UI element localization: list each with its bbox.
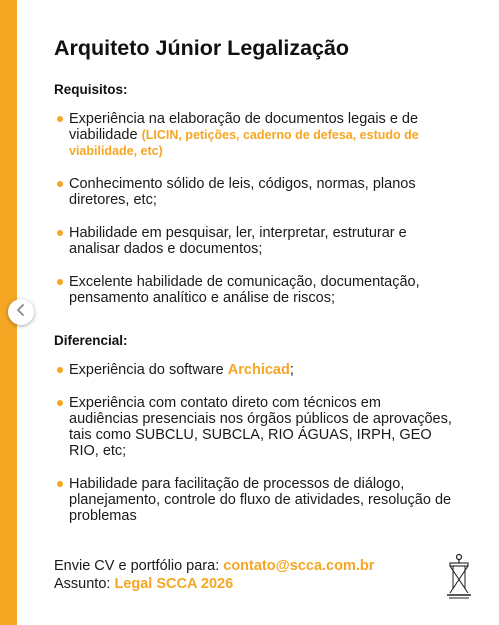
- carousel-prev-button[interactable]: [8, 299, 34, 325]
- cv-line: Envie CV e portfólio para: contato@scca.com.br: [54, 558, 375, 574]
- scca-logo-icon: [445, 553, 473, 601]
- differential-list: [54, 362, 454, 524]
- chevron-left-icon: [16, 303, 26, 321]
- list-item: Excelente habilidade de comunicação, documentação, pensamento analítico e análise de riscos;: [54, 274, 454, 306]
- requirements-list: [54, 111, 454, 306]
- requirements-heading: Requisitos:: [54, 81, 128, 97]
- highlight-text: Archicad: [227, 361, 290, 378]
- highlight-text: (LICIN, petições, caderno de defesa, estudo de viabilidade, etc): [69, 127, 419, 158]
- subject-line: Assunto: Legal SCCA 2026: [54, 576, 234, 592]
- contact-email: contato@scca.com.br: [223, 558, 375, 574]
- page-title: Arquiteto Júnior Legalização: [54, 36, 350, 60]
- list-item: Habilidade em pesquisar, ler, interpretar, estruturar e analisar dados e documentos;: [54, 225, 454, 257]
- list-item: Experiência com contato direto com técnicos em audiências presenciais nos órgãos públicos de aprovações, tais como SUBCLU, SUBCLA, RIO ÁGUAS, IRPH, GEO RIO, etc;: [54, 395, 454, 459]
- subject-text: Legal SCCA 2026: [114, 576, 234, 592]
- differential-heading: Diferencial:: [54, 332, 128, 348]
- list-item: Habilidade para facilitação de processos de diálogo, planejamento, controle do fluxo de atividades, resolução de problemas: [54, 476, 454, 524]
- post-content: [54, 36, 454, 541]
- contact-info: [54, 557, 374, 593]
- list-item: Experiência do software Archicad;: [54, 362, 454, 378]
- list-item: Experiência na elaboração de documentos legais e de viabilidade (LICIN, petições, caderno de defesa, estudo de viabilidade, etc): [54, 111, 454, 159]
- list-item: Conhecimento sólido de leis, códigos, normas, planos diretores, etc;: [54, 176, 454, 208]
